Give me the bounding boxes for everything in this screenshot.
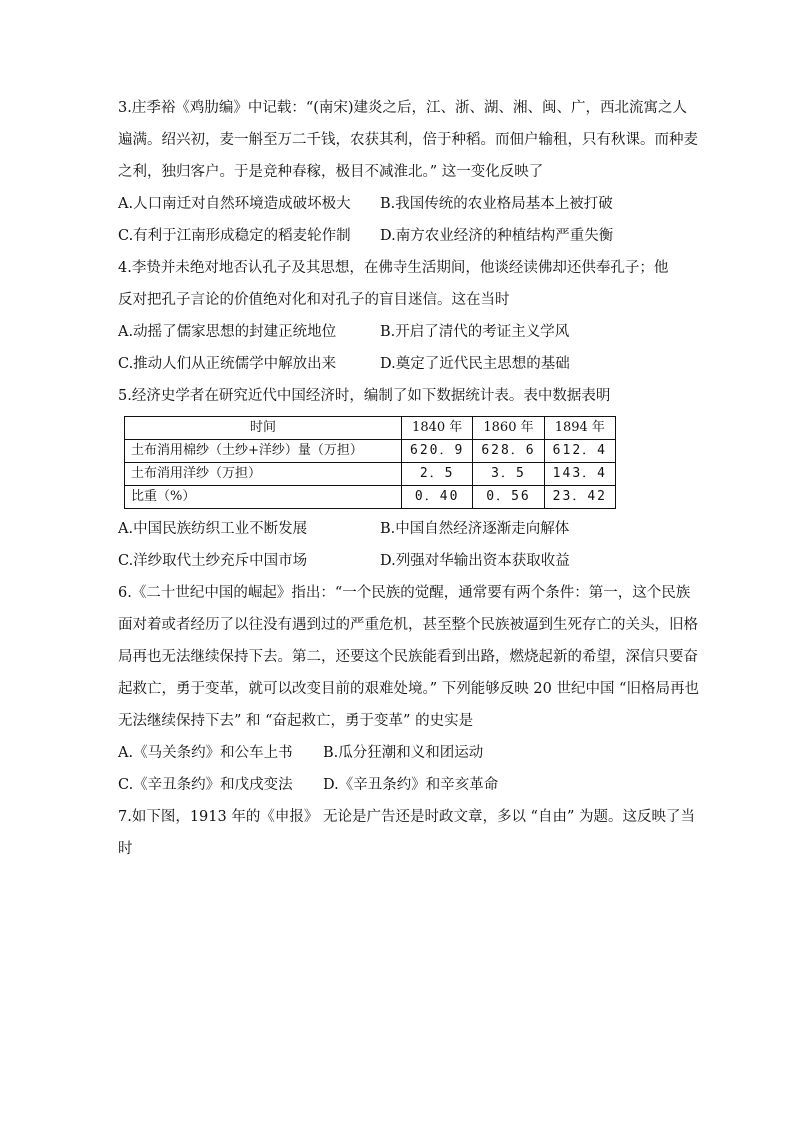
question-6-options-row-2 <box>118 769 678 801</box>
question-6-line-4: 起救亡，勇于变革，就可以改变目前的艰难处境。” 下列能够反映 20 世纪中国 “旧格局再也 <box>118 681 699 697</box>
question-5 <box>118 380 678 577</box>
table-cell: 23．42 <box>544 486 615 509</box>
question-7 <box>118 801 695 865</box>
question-4-options-row-2 <box>118 348 678 380</box>
question-6-options-row-1 <box>118 737 678 769</box>
table-header-cell: 1840 年 <box>402 417 473 440</box>
question-3 <box>118 92 698 252</box>
question-5-options-row-1 <box>118 513 678 545</box>
table-row <box>125 463 616 486</box>
question-3-options-row-2 <box>118 220 678 252</box>
table-cell: 0．40 <box>402 486 473 509</box>
question-7-line-2: 时 <box>118 841 133 857</box>
table-header-row <box>125 417 616 440</box>
question-6-option-d[interactable]: D.《辛丑条约》和辛亥革命 <box>323 777 499 793</box>
table-header-cell: 时间 <box>125 417 402 440</box>
question-4-option-a[interactable]: A.动摇了儒家思想的封建正统地位 <box>118 324 337 340</box>
question-5-stem: 5.经济史学者在研究近代中国经济时，编制了如下数据统计表。表中数据表明 <box>118 388 611 404</box>
question-3-option-a[interactable]: A.人口南迁对自然环境造成破坏极大 <box>118 196 351 212</box>
question-6-line-3: 局再也无法继续保持下去。第二，还要这个民族能看到出路，燃烧起新的希望，深信只要奋 <box>118 649 698 665</box>
question-4-options-row-1 <box>118 316 678 348</box>
question-6 <box>118 577 699 801</box>
question-4-option-b[interactable]: B.开启了清代的考证主义学风 <box>380 324 570 340</box>
question-5-option-c[interactable]: C.洋纱取代土纱充斥中国市场 <box>118 553 308 569</box>
question-4-option-c[interactable]: C.推动人们从正统儒学中解放出来 <box>118 356 337 372</box>
question-5-option-d[interactable]: D.列强对华输出资本获取收益 <box>380 553 570 569</box>
question-6-line-5: 无法继续保持下去” 和 “奋起救亡，勇于变革” 的史实是 <box>118 713 474 729</box>
question-3-option-d[interactable]: D.南方农业经济的种植结构严重失衡 <box>380 228 614 244</box>
table-cell: 比重（%） <box>125 486 402 509</box>
question-6-option-a[interactable]: A.《马关条约》和公车上书 <box>118 745 293 761</box>
table-cell: 0．56 <box>473 486 544 509</box>
table-row <box>125 486 616 509</box>
table-row <box>125 440 616 463</box>
table-cell: 612．4 <box>544 440 615 463</box>
table-cell: 3．5 <box>473 463 544 486</box>
question-4-line-2: 反对把孔子言论的价值绝对化和对孔子的盲目迷信。这在当时 <box>118 292 510 308</box>
question-4-option-d[interactable]: D.奠定了近代民主思想的基础 <box>380 356 570 372</box>
question-6-line-1: 6.《二十世纪中国的崛起》指出：“一个民族的觉醒，通常要有两个条件：第一，这个民族 <box>118 585 691 601</box>
table-cell: 628．6 <box>473 440 544 463</box>
data-table <box>124 416 616 509</box>
question-3-option-b[interactable]: B.我国传统的农业格局基本上被打破 <box>380 196 613 212</box>
question-3-line-3: 之利，独归客户。于是竞种春稼，极目不减淮北。” 这一变化反映了 <box>118 164 544 180</box>
question-3-option-c[interactable]: C.有利于江南形成稳定的稻麦轮作制 <box>118 228 351 244</box>
question-4 <box>118 252 678 380</box>
question-7-line-1: 7.如下图，1913 年的《申报》 无论是广告还是时政文章，多以 “自由” 为题。这反映了当 <box>118 809 695 825</box>
table-header-cell: 1860 年 <box>473 417 544 440</box>
table-header-cell: 1894 年 <box>544 417 615 440</box>
question-4-line-1: 4.李贽并未绝对地否认孔子及其思想，在佛寺生活期间，他谈经读佛却还供奉孔子；他 <box>118 260 669 276</box>
table-cell: 2．5 <box>402 463 473 486</box>
question-6-option-c[interactable]: C.《辛丑条约》和戊戌变法 <box>118 777 293 793</box>
exam-page <box>118 92 699 865</box>
question-6-line-2: 面对着或者经历了以往没有遇到过的严重危机，甚至整个民族被逼到生死存亡的关头，旧格 <box>118 617 698 633</box>
question-3-line-2: 遍满。绍兴初，麦一斛至万二千钱，农获其利，倍于种稻。而佃户输租，只有秋课。而种麦 <box>118 132 698 148</box>
question-3-line-1: 3.庄季裕《鸡肋编》中记载：“(南宋)建炎之后，江、浙、湖、湘、闽、广，西北流寓之人 <box>118 100 688 116</box>
question-5-option-a[interactable]: A.中国民族纺织工业不断发展 <box>118 521 308 537</box>
table-cell: 土布消用洋纱（万担） <box>125 463 402 486</box>
table-cell: 143．4 <box>544 463 615 486</box>
question-5-option-b[interactable]: B.中国自然经济逐渐走向解体 <box>380 521 570 537</box>
table-cell: 土布消用棉纱（土纱+洋纱）量（万担） <box>125 440 402 463</box>
question-3-options-row-1 <box>118 188 678 220</box>
question-6-option-b[interactable]: B.瓜分狂潮和义和团运动 <box>323 745 484 761</box>
table-cell: 620．9 <box>402 440 473 463</box>
question-5-options-row-2 <box>118 545 678 577</box>
